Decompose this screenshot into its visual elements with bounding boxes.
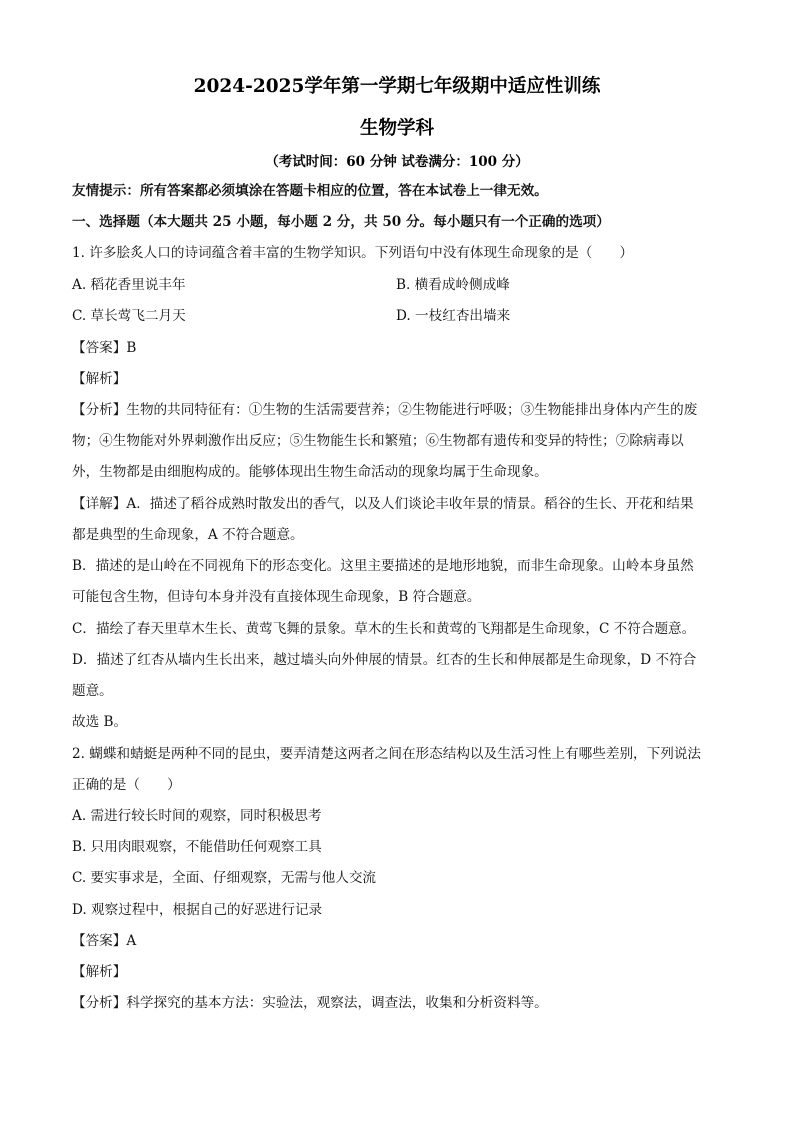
q1-analysis-line: 可能包含生物，但诗句本身并没有直接体现生命现象，B 符合题意。 [72, 589, 481, 605]
q1-analysis-line: B．描述的是山岭在不同视角下的形态变化。这里主要描述的是地形地貌，而非生命现象。山岭本身虽然 [72, 558, 694, 574]
notice: 友情提示：所有答案都必须填涂在答题卡相应的位置，答在本试卷上一律无效。 [72, 183, 548, 199]
section-heading: 一、选择题（本大题共 25 小题，每小题 2 分，共 50 分。每小题只有一个正确的选项） [72, 214, 610, 230]
q1-analysis-line: 物；④生物能对外界刺激作出反应；⑤生物能生长和繁殖；⑥生物都有遗传和变异的特性；⑦除病毒以 [72, 433, 684, 449]
q1-analysis-line: 外，生物都是由细胞构成的。能够体现出生物生命活动的现象均属于生命现象。 [72, 464, 548, 480]
q1-analysis-line: 【详解】A．描述了稻谷成熟时散发出的香气，以及人们谈论丰收年景的情景。稻谷的生长、开花和结果 [72, 496, 694, 512]
q2-stem: 正确的是（ ） [72, 777, 181, 793]
q1-stem: 1. 许多脍炙人口的诗词蕴含着丰富的生物学知识。下列语句中没有体现生命现象的是（ ） [72, 245, 634, 261]
q1-analysis-label: 【解析】 [72, 371, 127, 387]
q1-option-a: A. 稻花香里说丰年 [72, 277, 186, 293]
q1-analysis-line: 都是典型的生命现象，A 不符合题意。 [72, 527, 304, 543]
q2-option-c: C. 要实事求是，全面、仔细观察，无需与他人交流 [72, 870, 377, 886]
q2-stem: 2. 蝴蝶和蜻蜓是两种不同的昆虫，要弄清楚这两者之间在形态结构以及生活习性上有哪些差别，下列说法 [72, 746, 702, 762]
q1-analysis-line: C．描绘了春天里草木生长、黄莺飞舞的景象。草木的生长和黄莺的飞翔都是生命现象，C 不符合题意。 [72, 621, 696, 637]
exam-info: （考试时间：60 分钟 试卷满分：100 分） [265, 154, 529, 170]
q1-analysis-line: D．描述了红杏从墙内生长出来，越过墙头向外伸展的情景。红杏的生长和伸展都是生命现象，D 不符合 [72, 652, 697, 668]
q2-answer: 【答案】A [72, 933, 137, 949]
q2-option-d: D. 观察过程中，根据自己的好恶进行记录 [72, 902, 323, 918]
q2-analysis-line: 【分析】科学探究的基本方法：实验法，观察法，调查法，收集和分析资料等。 [72, 995, 548, 1011]
q2-analysis-label: 【解析】 [72, 964, 127, 980]
q1-option-c: C. 草长莺飞二月天 [72, 308, 186, 324]
exam-title: 2024-2025学年第一学期七年级期中适应性训练 [193, 76, 601, 97]
subject-title: 生物学科 [359, 118, 434, 139]
q1-option-d: D. 一枝红杏出墙来 [396, 308, 511, 324]
q1-answer: 【答案】B [72, 340, 137, 356]
q1-analysis-line: 故选 B。 [72, 714, 128, 730]
q2-option-b: B. 只用肉眼观察，不能借助任何观察工具 [72, 839, 322, 855]
q2-option-a: A. 需进行较长时间的观察，同时积极思考 [72, 808, 322, 824]
q1-analysis-line: 题意。 [72, 683, 113, 699]
q1-option-b: B. 横看成岭侧成峰 [396, 277, 510, 293]
q1-analysis-line: 【分析】生物的共同特征有：①生物的生活需要营养；②生物能进行呼吸；③生物能排出身体内产生的废 [72, 402, 698, 418]
